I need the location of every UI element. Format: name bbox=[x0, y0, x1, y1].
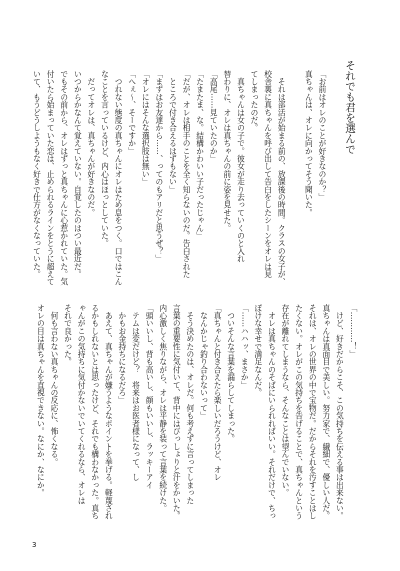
text-column: 替わりに、オレは真ちゃんの前に姿を見せた。 bbox=[222, 70, 232, 232]
text-column: 校舎裏に真ちゃんを呼び出して告白をしたシーンをオレは見 bbox=[263, 70, 273, 278]
text-column: 「だが、オレは相手のことを全く知らないのだ。告白された bbox=[182, 70, 192, 278]
text-column: 「お前はオレのことが好きなのか？」 bbox=[318, 70, 327, 201]
text-column: 付いたら始まっていた恋は、止められるラインをとうに超えて bbox=[46, 70, 56, 286]
text-column: 「オレにはそんな選択肢は無い」 bbox=[141, 70, 151, 186]
text-column: 言葉の重要性に気付いて、背中にはびっしょりと汗をかいた。 bbox=[172, 304, 182, 520]
text-column: テムは変だけど？ 将来はお医者様になって、し bbox=[131, 304, 141, 482]
text-column: だってオレは、真ちゃんが好きなのだ。 bbox=[86, 70, 96, 217]
text-column: つれない態度の真ちゃんにオレはため息をつく。口ではこん bbox=[114, 70, 124, 286]
text-column: 「たまたま、な。結構かわいい子だったじゃん」 bbox=[195, 70, 205, 240]
text-column: オレの目は真ちゃんを直視できない。なにか、なにか。 bbox=[36, 304, 46, 497]
text-column: 何も言わない真ちゃんの反応に、怖くなる。 bbox=[49, 304, 59, 466]
text-column: 「真ちゃんと付き合えたら楽しいだろうけど、オレ bbox=[213, 304, 223, 482]
text-column: るかもしれないとは思ったけど、それでも構わなかった。真ち bbox=[90, 304, 100, 520]
text-column: それで良かった。 bbox=[63, 304, 73, 366]
text-column: オレは真ちゃんのそばにいられればいい。それだけで、ちっ bbox=[267, 304, 277, 520]
text-column: でもその前から、オレはずっと真ちゃんに心惹かれていた。気 bbox=[59, 70, 69, 286]
text-column: いて、もうどうしようもなく好きで仕方がなくなっていた。 bbox=[32, 70, 42, 278]
text-column: なんかじゃ釣り合わないって」 bbox=[199, 304, 209, 420]
bottom-text-block bbox=[33, 304, 360, 526]
text-column: それは、オレの世界の中で宝物だ。だからそれを汚すことはし bbox=[308, 304, 318, 520]
text-column: けど、好きだからこそ、この気持ちを伝える事は出来ない。 bbox=[335, 304, 345, 520]
text-column: ついそんな言葉を漏らしてしまった。 bbox=[226, 304, 236, 443]
text-column: 真ちゃんは女の子で。彼女が走り去っていくのと入れ bbox=[236, 70, 246, 263]
text-column: なことを言っているけど、内心はほっとしていた。 bbox=[100, 70, 110, 248]
text-column: てしまったのだ。 bbox=[250, 70, 260, 132]
text-column: 真ちゃんは、オレに向かってそう聞いた。 bbox=[304, 70, 314, 217]
text-column: 「まずはお友達から……、ってのもアリだと思うぜ？」 bbox=[154, 70, 164, 263]
text-column: 「へぇ～、そーですか」 bbox=[127, 70, 137, 155]
text-column bbox=[288, 70, 302, 288]
text-column: そう決めたのは、オレだ。何も考えずに言ってしまった bbox=[185, 304, 195, 505]
text-column: 存在が離れてしまうなら、そんなことは望んでいない。 bbox=[281, 304, 291, 497]
text-column: 「……ハハッ、まさか」 bbox=[240, 304, 250, 389]
text-column: たくない。オレがこの気持ちを告げることで、真ちゃんという bbox=[294, 304, 304, 520]
text-column: 「頭いいし、背も高いし、顔もいいし、ラッキーアイ bbox=[145, 304, 155, 489]
top-text-block bbox=[32, 70, 329, 288]
story-title: それでも君を選んで bbox=[344, 60, 356, 155]
text-column: ところで付き合えるはずもない」 bbox=[168, 70, 178, 194]
page-number: 3 bbox=[32, 541, 37, 549]
text-column: ぽけな幸せで満足なんだ。 bbox=[253, 304, 263, 397]
text-column: 「高尾……見ていたのか」 bbox=[209, 70, 219, 163]
text-column: それは部活が始まる前の、放課後の時間。クラスの女子が、 bbox=[277, 70, 287, 286]
text-column: 「…………！」 bbox=[349, 304, 358, 358]
text-column: 内心激しく焦りながら、オレは平静を装って言葉を続けた。 bbox=[158, 304, 168, 512]
text-column: いつからかなんて覚えていない。自覚したのはつい最近だ。 bbox=[73, 70, 83, 278]
text-column: あえて、真ちゃんが嫌うようなポイントを挙げる。軽蔑され bbox=[104, 304, 114, 520]
text-column: かもお金持ちになるだろ」 bbox=[117, 304, 127, 405]
text-column: ゃんがこの気持ちに気付かないでいてくれるなら、オレは bbox=[77, 304, 87, 505]
text-column: 真ちゃんは真面目で美しい。努力家で、繊細で、優しい人だ。 bbox=[321, 304, 331, 520]
